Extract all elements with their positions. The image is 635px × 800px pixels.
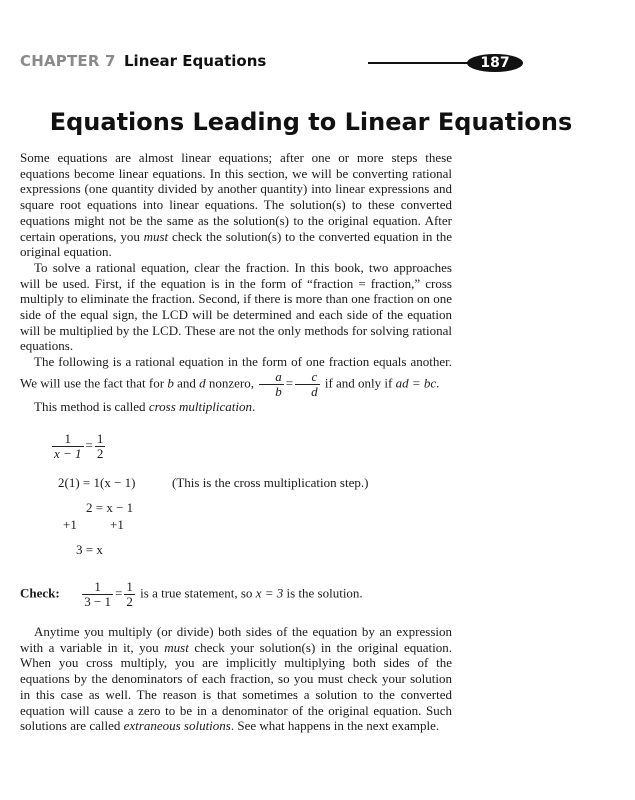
equation-step-cross: 2(1) = 1(x − 1) bbox=[58, 475, 136, 490]
paragraph-extraneous: Anytime you multiply (or divide) both sides of the equation by an expression with a variable in it, you must check your solution(s) in the original equation. When you cross multiply, you are implicitly multiplying both sides of the equations by the denominators of each fraction, so you must check your solution in this case as well. The reason is that sometimes a solution to the converted equation will cause a zero to be in a denominator of the original equation. Such solutions are called extraneous solutions. See what happens in the next example. bbox=[20, 624, 452, 734]
chapter-label: CHAPTER 7 bbox=[20, 52, 116, 70]
fraction-right: $\frac{1}{2}$ bbox=[96, 431, 104, 461]
check-fraction-right: $\frac{1}{2}$ bbox=[126, 579, 133, 609]
fraction-c-over-d: $\frac{c}{d}$ bbox=[295, 370, 320, 399]
equation-step-simplified: 2 = x − 1 bbox=[86, 500, 134, 515]
fraction-left: $\frac{1}{x - 1}$ bbox=[54, 431, 82, 461]
check-line: Check: $\frac{1}{3 - 1}$ = $\frac{1}{2}$ is a true statement, so x = 3 is the solution. bbox=[20, 579, 363, 609]
body-text bbox=[20, 150, 452, 415]
paragraph-intro: Some equations are almost linear equations; after one or more steps these equations become linear equations. In this section, we will be converting rational expressions (one quantity divided by another quantity) into linear expressions and square root equations into linear equations. The solution(s) to these converted equations might not be the same as the solution(s) to the original equation. After certain operations, you must check the solution(s) to the converted equation in the original equation. bbox=[20, 150, 452, 260]
equation-step-note: (This is the cross multiplication step.) bbox=[172, 475, 369, 490]
equation-step-add-left: +1 bbox=[63, 517, 77, 532]
paragraph-cross-fact: The following is a rational equation in the form of one fraction equals another. We will use the fact that for b and d nonzero, $\frac{a}{b}$ = $\frac{c}{d}$ if and only if ad = bc. bbox=[20, 354, 452, 399]
section-title: Equations Leading to Linear Equations bbox=[49, 108, 573, 136]
page-header bbox=[20, 52, 525, 74]
closing-text bbox=[20, 624, 452, 734]
check-fraction-left: $\frac{1}{3 - 1}$ bbox=[84, 579, 112, 609]
equation-original: $\frac{1}{x - 1}$ = $\frac{1}{2}$ bbox=[54, 431, 104, 461]
equation-step-add-right: +1 bbox=[110, 517, 124, 532]
paragraph-method-name: This method is called cross multiplication. bbox=[34, 398, 256, 414]
page-number: 187 bbox=[467, 54, 523, 72]
chapter-title: Linear Equations bbox=[124, 52, 267, 70]
header-rule bbox=[368, 62, 478, 64]
check-label: Check: bbox=[20, 585, 60, 601]
fraction-a-over-b: $\frac{a}{b}$ bbox=[259, 370, 284, 399]
paragraph-approaches: To solve a rational equation, clear the fraction. In this book, two approaches will be used. First, if the equation is in the form of “fraction = fraction,” cross multiply to eliminate the fraction. Second, if there is more than one fraction on one side of the equal sign, the LCD will be determined and each side of the equation will be multiplied by the LCD. These are not the only methods for solving rational equations. bbox=[20, 259, 452, 354]
equation-solution: 3 = x bbox=[76, 542, 103, 557]
